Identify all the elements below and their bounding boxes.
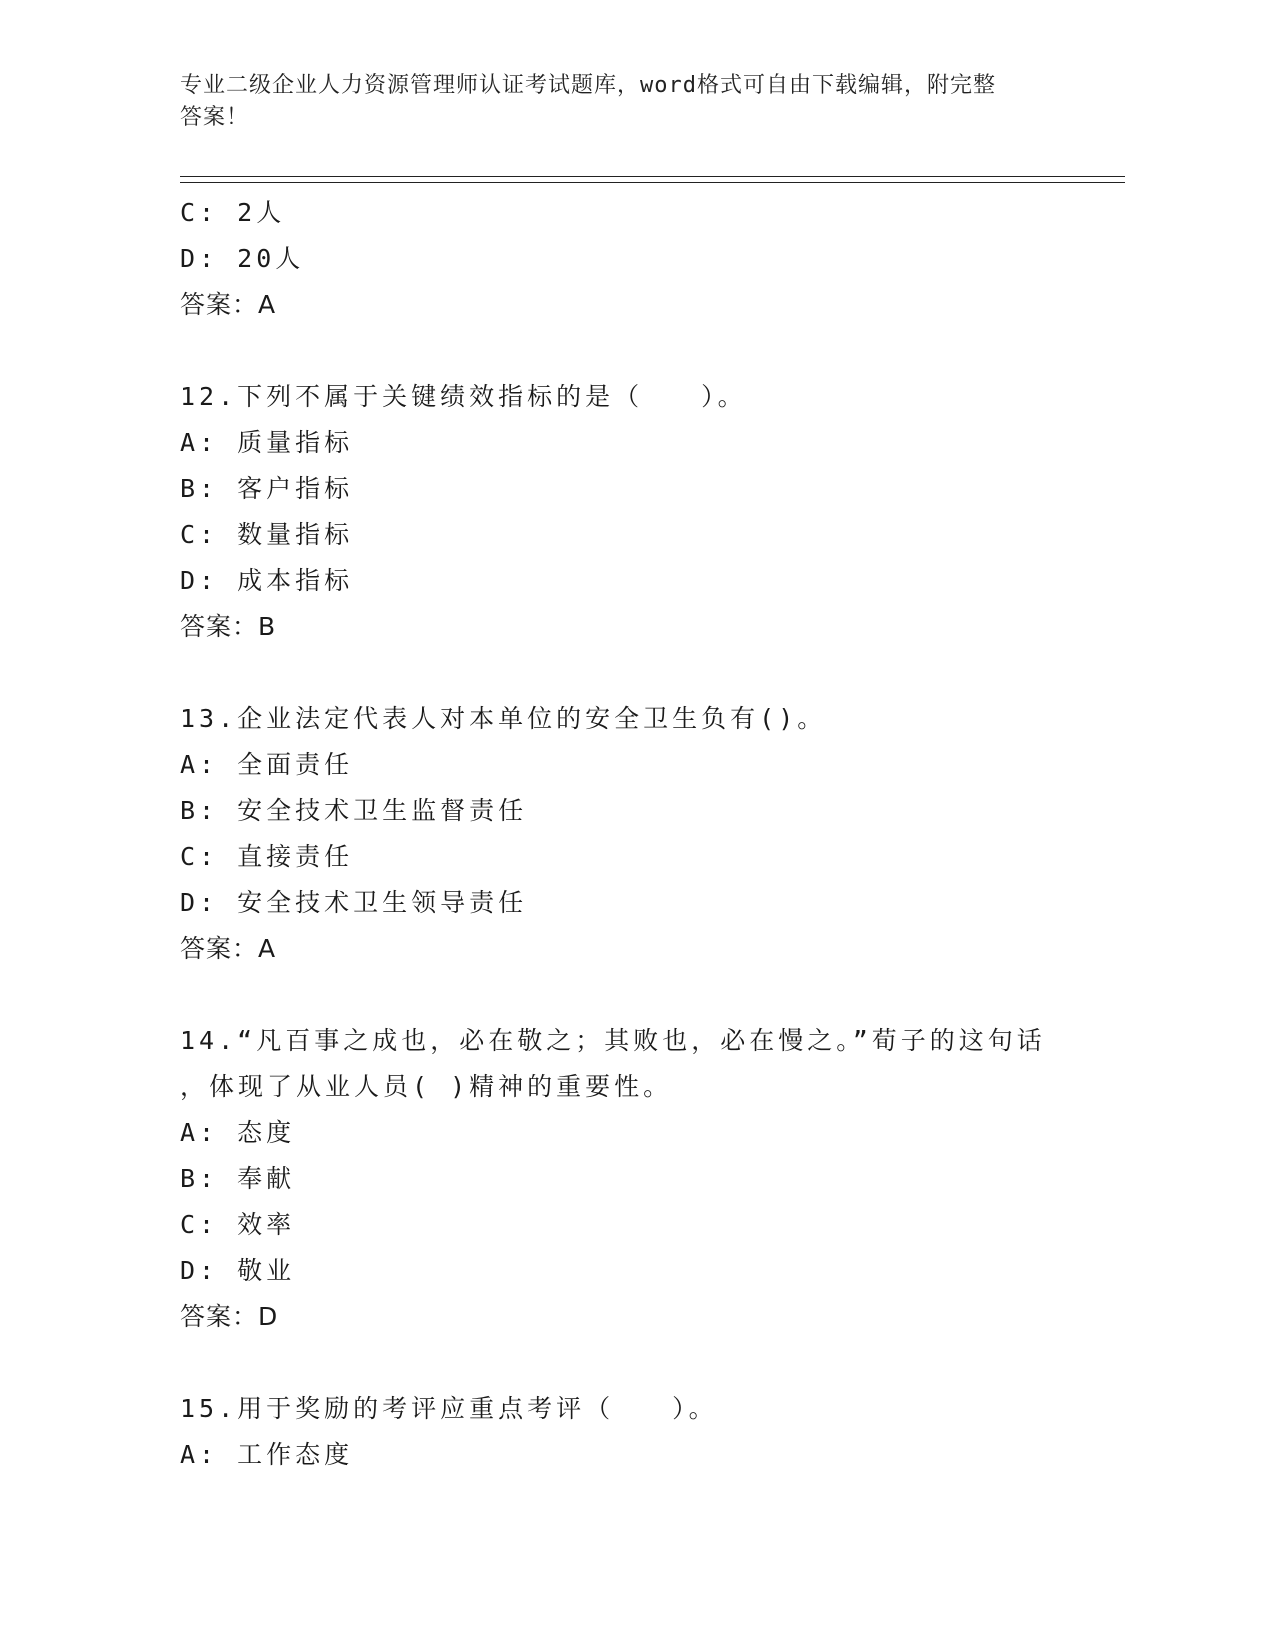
option-b: B: 奉献 [180,1164,296,1193]
option-a: A: 质量指标 [180,428,354,457]
option-b: B: 安全技术卫生监督责任 [180,796,528,825]
option-a: A: 全面责任 [180,750,354,779]
answer: 答案：A [180,934,277,963]
header-line-1: 专业二级企业人力资源管理师认证考试题库，word格式可自由下载编辑，附完整 [180,73,996,98]
question-15 [180,1386,1125,1478]
question-text-line-1: 14.“凡百事之成也，必在敬之；其败也，必在慢之。”荀子的这句话 [180,1026,1046,1055]
option-d: D: 20人 [180,244,305,273]
option-b: B: 客户指标 [180,474,354,503]
option-a: A: 工作态度 [180,1440,354,1469]
question-list [180,190,1125,1478]
question-13 [180,696,1125,972]
answer: 答案：D [180,1302,279,1331]
answer: 答案：A [180,290,277,319]
spacer [180,972,1125,1018]
question-text: 15.用于奖励的考评应重点考评（ ）。 [180,1394,718,1423]
option-c: C: 数量指标 [180,520,354,549]
question-text: 13.企业法定代表人对本单位的安全卫生负有()。 [180,704,827,733]
option-d: D: 安全技术卫生领导责任 [180,888,528,917]
option-d: D: 成本指标 [180,566,354,595]
option-d: D: 敬业 [180,1256,296,1285]
spacer [180,650,1125,696]
spacer [180,1340,1125,1386]
question-14 [180,1018,1125,1340]
option-a: A: 态度 [180,1118,296,1147]
option-c: C: 效率 [180,1210,296,1239]
spacer [180,328,1125,374]
question-text: 12.下列不属于关键绩效指标的是（ ）。 [180,382,747,411]
option-c: C: 2人 [180,198,286,227]
header-divider [180,176,1125,183]
option-c: C: 直接责任 [180,842,354,871]
question-text-line-2: ，体现了从业人员( )精神的重要性。 [180,1072,673,1101]
document-header [180,70,1060,134]
header-line-2: 答案！ [180,105,250,130]
answer: 答案：B [180,612,277,641]
question-11-partial [180,190,1125,328]
question-12 [180,374,1125,650]
